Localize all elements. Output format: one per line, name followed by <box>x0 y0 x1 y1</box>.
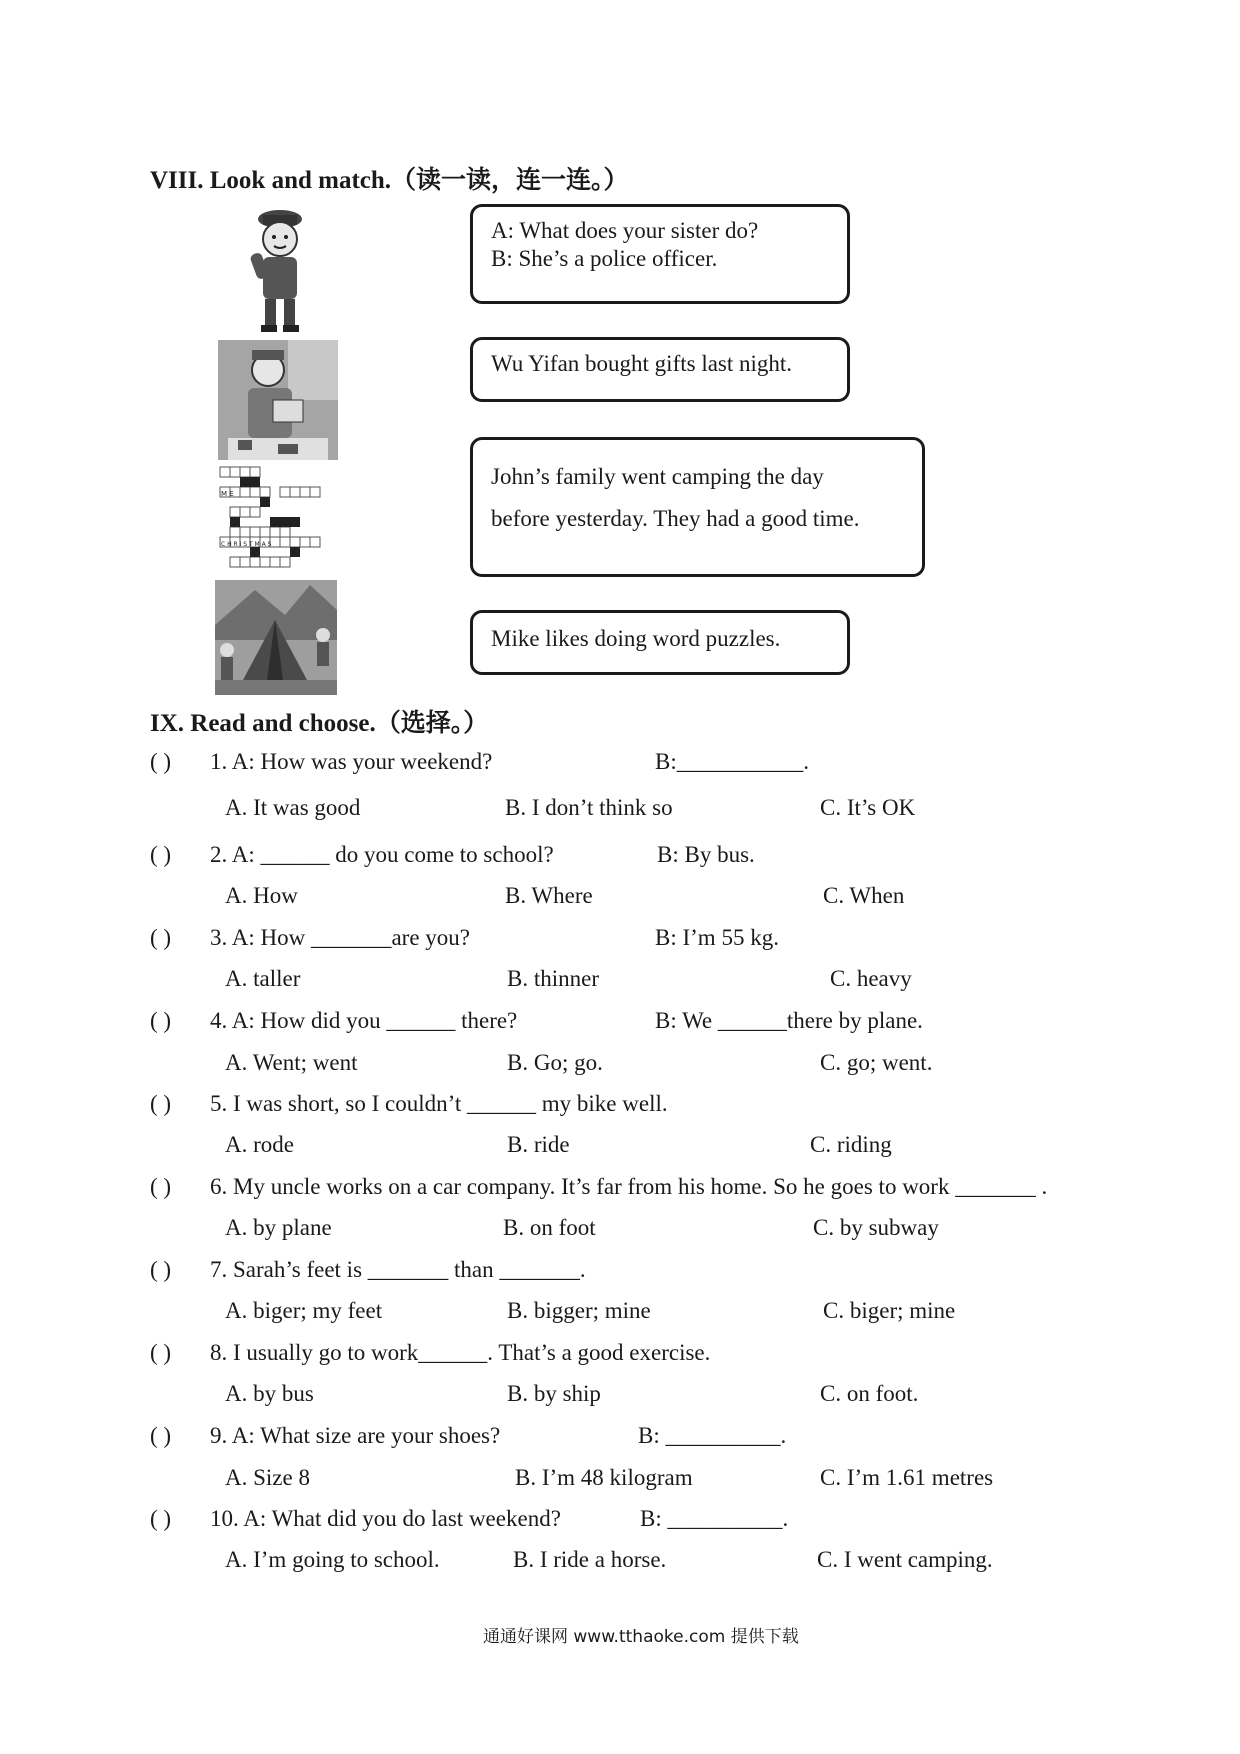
question-6: 6. My uncle works on a car company. It’s far from his home. So he goes to work _______ . <box>210 1174 1048 1199</box>
puzzle-letters-row2: C H R I S T M A S <box>221 541 272 548</box>
section-9-title: IX. Read and choose.（选择。） <box>150 710 489 737</box>
question-7: 7. Sarah’s feet is _______ than _______. <box>210 1257 586 1282</box>
answer-blank[interactable]: ( ) <box>150 1257 172 1282</box>
match-box-police[interactable] <box>470 204 850 304</box>
question-1-b: B:___________. <box>655 749 809 774</box>
q3-option-a[interactable]: A. taller <box>225 966 301 991</box>
q2-option-a[interactable]: A. How <box>225 883 298 908</box>
match-box-line: A: What does your sister do? <box>491 218 759 243</box>
question-5: 5. I was short, so I couldn’t ______ my bike well. <box>210 1091 668 1116</box>
match-box-line: Mike likes doing word puzzles. <box>491 626 781 651</box>
question-10: 10. A: What did you do last weekend? <box>210 1506 561 1531</box>
question-9-b: B: __________. <box>638 1423 787 1448</box>
answer-blank[interactable]: ( ) <box>150 1174 172 1199</box>
question-10-b: B: __________. <box>640 1506 789 1531</box>
match-box-gifts[interactable] <box>470 337 850 402</box>
answer-blank[interactable]: ( ) <box>150 1340 172 1365</box>
question-3-b: B: I’m 55 kg. <box>655 925 779 950</box>
question-9: 9. A: What size are your shoes? <box>210 1423 501 1448</box>
q2-option-c[interactable]: C. When <box>823 883 905 908</box>
q5-option-a[interactable]: A. rode <box>225 1132 294 1157</box>
q10-option-a[interactable]: A. I’m going to school. <box>225 1547 440 1572</box>
q1-option-a[interactable]: A. It was good <box>225 795 361 820</box>
match-box-camping[interactable] <box>470 437 925 577</box>
q4-option-c[interactable]: C. go; went. <box>820 1050 933 1075</box>
q3-option-c[interactable]: C. heavy <box>830 966 912 991</box>
question-2: 2. A: ______ do you come to school? <box>210 842 554 867</box>
answer-blank[interactable]: ( ) <box>150 925 172 950</box>
answer-blank[interactable]: ( ) <box>150 1506 172 1531</box>
q4-option-a[interactable]: A. Went; went <box>225 1050 358 1075</box>
q2-option-b[interactable]: B. Where <box>505 883 593 908</box>
match-box-line: John’s family went camping the day <box>491 464 824 489</box>
footer-credit: 通通好课网 www.tthaoke.com 提供下载 <box>483 1627 799 1647</box>
q1-option-b[interactable]: B. I don’t think so <box>505 795 673 820</box>
answer-blank[interactable]: ( ) <box>150 842 172 867</box>
answer-blank[interactable]: ( ) <box>150 749 172 774</box>
word-puzzle-picture <box>218 465 328 575</box>
q6-option-a[interactable]: A. by plane <box>225 1215 332 1240</box>
match-box-line: B: She’s a police officer. <box>491 246 718 271</box>
q4-option-b[interactable]: B. Go; go. <box>507 1050 603 1075</box>
question-1: 1. A: How was your weekend? <box>210 749 493 774</box>
q10-option-b[interactable]: B. I ride a horse. <box>513 1547 667 1572</box>
answer-blank[interactable]: ( ) <box>150 1091 172 1116</box>
q10-option-c[interactable]: C. I went camping. <box>817 1547 993 1572</box>
q5-option-c[interactable]: C. riding <box>810 1132 892 1157</box>
answer-blank[interactable]: ( ) <box>150 1423 172 1448</box>
q6-option-c[interactable]: C. by subway <box>813 1215 939 1240</box>
question-4: 4. A: How did you ______ there? <box>210 1008 518 1033</box>
camping-picture <box>215 580 337 695</box>
q8-option-c[interactable]: C. on foot. <box>820 1381 919 1406</box>
boy-with-gifts-picture <box>218 340 338 460</box>
section-8-title: VIII. Look and match.（读一读，连一连。） <box>150 167 629 194</box>
answer-blank[interactable]: ( ) <box>150 1008 172 1033</box>
q9-option-b[interactable]: B. I’m 48 kilogram <box>515 1465 693 1490</box>
question-4-b: B: We ______there by plane. <box>655 1008 923 1033</box>
q8-option-b[interactable]: B. by ship <box>507 1381 601 1406</box>
q3-option-b[interactable]: B. thinner <box>507 966 599 991</box>
q6-option-b[interactable]: B. on foot <box>503 1215 596 1240</box>
q8-option-a[interactable]: A. by bus <box>225 1381 314 1406</box>
match-box-line: Wu Yifan bought gifts last night. <box>491 351 793 376</box>
question-3: 3. A: How _______are you? <box>210 925 470 950</box>
q9-option-c[interactable]: C. I’m 1.61 metres <box>820 1465 994 1490</box>
puzzle-letters-row1: M E <box>221 490 234 498</box>
q7-option-a[interactable]: A. biger; my feet <box>225 1298 383 1323</box>
q7-option-b[interactable]: B. bigger; mine <box>507 1298 651 1323</box>
q5-option-b[interactable]: B. ride <box>507 1132 570 1157</box>
match-box-puzzles[interactable] <box>470 610 850 675</box>
q9-option-a[interactable]: A. Size 8 <box>225 1465 310 1490</box>
q7-option-c[interactable]: C. biger; mine <box>823 1298 956 1323</box>
question-2-b: B: By bus. <box>657 842 755 867</box>
police-officer-picture <box>235 205 325 335</box>
match-box-line: before yesterday. They had a good time. <box>491 506 860 531</box>
question-8: 8. I usually go to work______. That’s a good exercise. <box>210 1340 711 1365</box>
q1-option-c[interactable]: C. It’s OK <box>820 795 916 820</box>
